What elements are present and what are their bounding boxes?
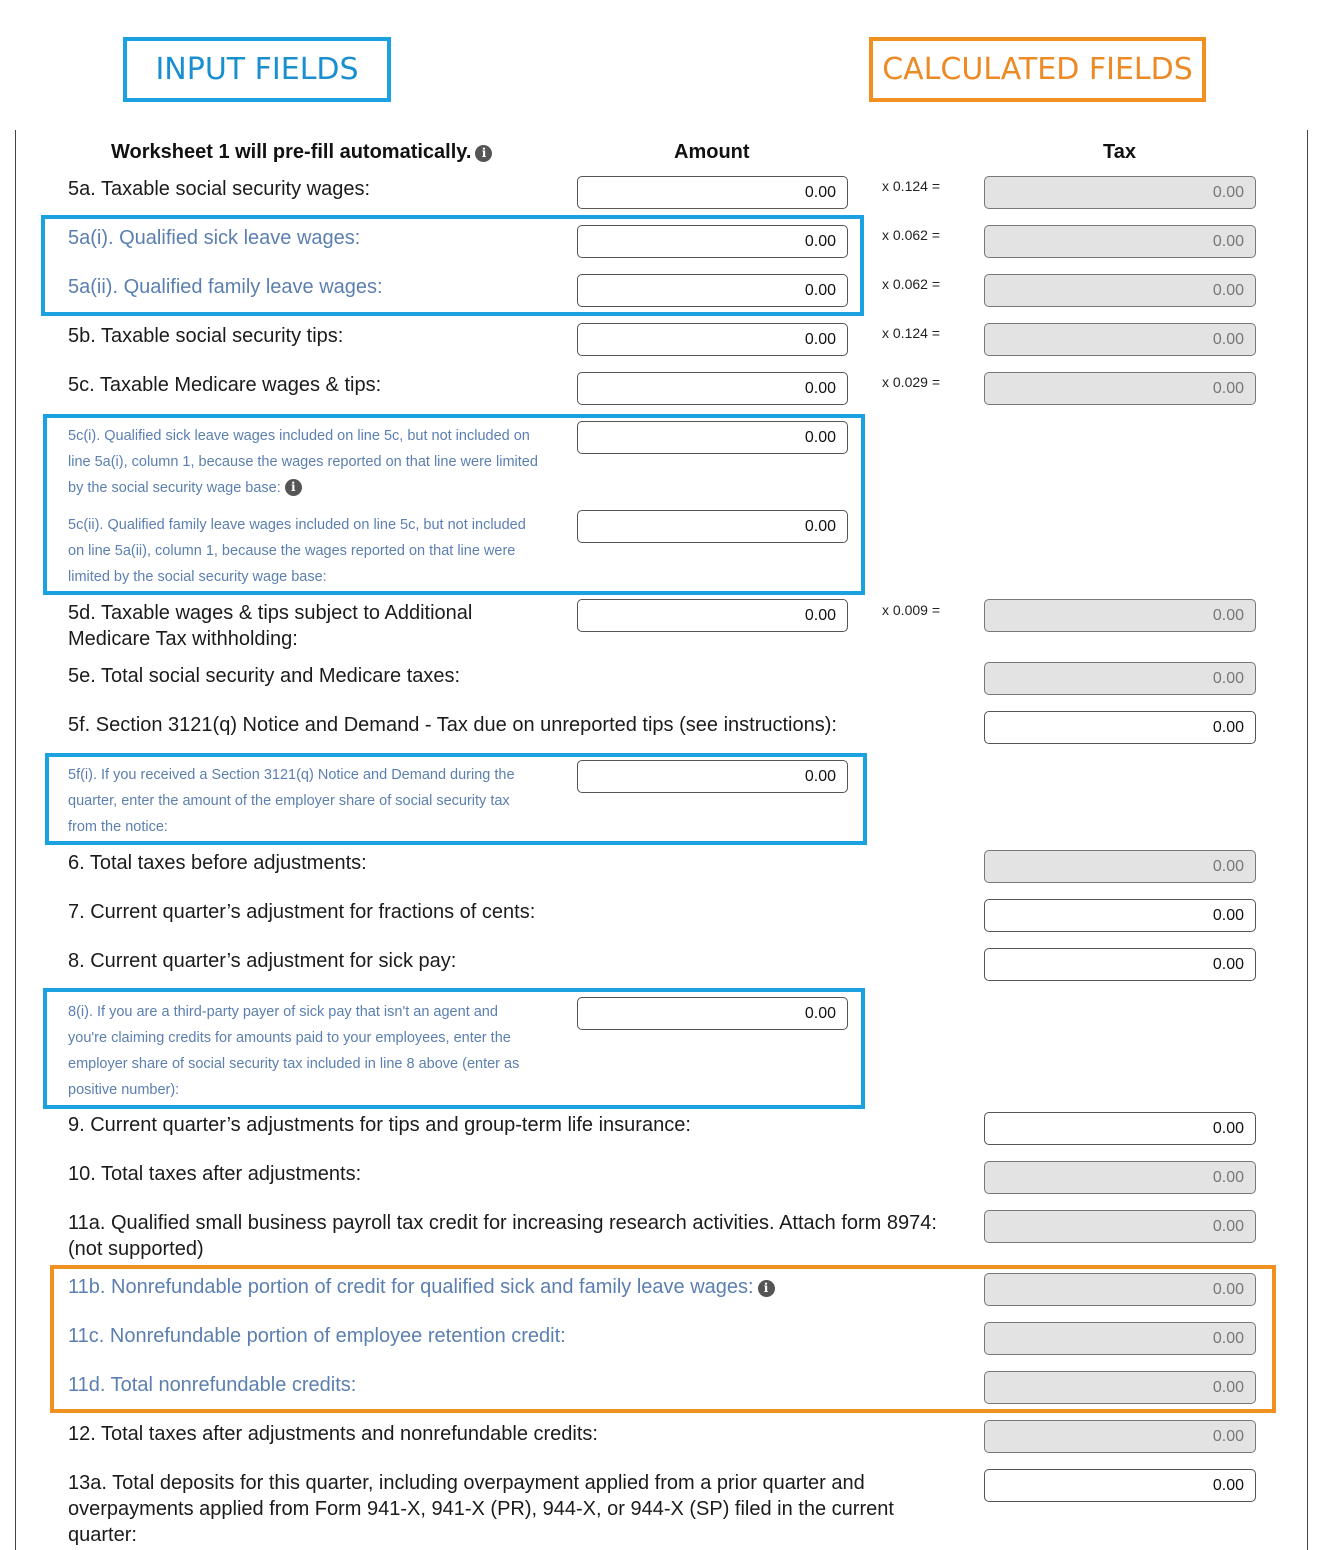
line-5aii-tax-field: 0.00 bbox=[984, 274, 1256, 307]
line-11b-tax-field: 0.00 bbox=[984, 1273, 1256, 1306]
line-5ai-tax-field: 0.00 bbox=[984, 225, 1256, 258]
line-5a-tax-field: 0.00 bbox=[984, 176, 1256, 209]
line-5d-label-line1: 5d. Taxable wages & tips subject to Additional bbox=[68, 602, 473, 624]
line-5cii-label-line1: 5c(ii). Qualified family leave wages included on line 5c, but not included bbox=[68, 517, 526, 533]
line-5d-label-line2: Medicare Tax withholding: bbox=[68, 628, 298, 650]
line-5f-tax-input[interactable]: 0.00 bbox=[984, 711, 1256, 744]
line-8i-label-line4: positive number): bbox=[68, 1082, 180, 1098]
input-fields-legend bbox=[123, 37, 391, 102]
line-6-tax-field: 0.00 bbox=[984, 850, 1256, 883]
line-5b-label: 5b. Taxable social security tips: bbox=[68, 325, 344, 347]
line-9-tax-input[interactable]: 0.00 bbox=[984, 1112, 1256, 1145]
line-5ai-label: 5a(i). Qualified sick leave wages: bbox=[68, 227, 361, 249]
line-5d-label bbox=[68, 600, 472, 652]
line-8-tax-input[interactable]: 0.00 bbox=[984, 948, 1256, 981]
line-8-label: 8. Current quarter’s adjustment for sick pay: bbox=[68, 950, 457, 972]
line-5ci-amount-input[interactable]: 0.00 bbox=[577, 421, 848, 454]
panel-right-border bbox=[1307, 130, 1308, 1550]
line-12-label: 12. Total taxes after adjustments and nonrefundable credits: bbox=[68, 1423, 598, 1445]
line-8i-label-line2: you're claiming credits for amounts paid to your employees, enter the bbox=[68, 1030, 511, 1046]
line-13a-label bbox=[68, 1470, 894, 1548]
worksheet-note-text: Worksheet 1 will pre-fill automatically. bbox=[111, 141, 472, 163]
line-11b-label bbox=[68, 1274, 775, 1300]
line-5fi-amount-input[interactable]: 0.00 bbox=[577, 760, 848, 793]
line-5fi-label bbox=[68, 762, 515, 840]
line-7-label: 7. Current quarter’s adjustment for fractions of cents: bbox=[68, 901, 536, 923]
line-5a-amount-input[interactable]: 0.00 bbox=[577, 176, 848, 209]
line-11a-label-line2: (not supported) bbox=[68, 1238, 204, 1260]
line-5cii-label-line3: limited by the social security wage base: bbox=[68, 569, 327, 585]
line-5cii-label-line2: on line 5a(ii), column 1, because the wages reported on that line were bbox=[68, 543, 516, 559]
calculated-fields-legend bbox=[869, 37, 1206, 102]
input-fields-legend-text: INPUT FIELDS bbox=[155, 52, 359, 87]
line-11c-tax-field: 0.00 bbox=[984, 1322, 1256, 1355]
line-5fi-label-line1: 5f(i). If you received a Section 3121(q) Notice and Demand during the bbox=[68, 767, 515, 783]
line-10-tax-field: 0.00 bbox=[984, 1161, 1256, 1194]
line-5d-multiplier: x 0.009 = bbox=[882, 602, 940, 618]
line-5cii-amount-input[interactable]: 0.00 bbox=[577, 510, 848, 543]
line-13a-label-line3: quarter: bbox=[68, 1524, 137, 1546]
line-8i-label bbox=[68, 999, 519, 1103]
line-10-label: 10. Total taxes after adjustments: bbox=[68, 1163, 362, 1185]
line-8i-amount-input[interactable]: 0.00 bbox=[577, 997, 848, 1030]
line-11c-label: 11c. Nonrefundable portion of employee retention credit: bbox=[68, 1325, 566, 1347]
line-5b-multiplier: x 0.124 = bbox=[882, 325, 940, 341]
line-5c-tax-field: 0.00 bbox=[984, 372, 1256, 405]
line-5d-amount-input[interactable]: 0.00 bbox=[577, 599, 848, 632]
line-11a-label bbox=[68, 1210, 937, 1262]
worksheet-note bbox=[111, 141, 492, 164]
line-5aii-amount-input[interactable]: 0.00 bbox=[577, 274, 848, 307]
line-13a-tax-input[interactable]: 0.00 bbox=[984, 1469, 1256, 1502]
amount-column-header: Amount bbox=[674, 141, 750, 163]
info-icon[interactable]: i bbox=[758, 1280, 775, 1297]
line-5fi-label-line2: quarter, enter the amount of the employer share of social security tax bbox=[68, 793, 510, 809]
line-12-tax-field: 0.00 bbox=[984, 1420, 1256, 1453]
line-9-label: 9. Current quarter’s adjustments for tips and group-term life insurance: bbox=[68, 1114, 691, 1136]
line-8i-label-line3: employer share of social security tax included in line 8 above (enter as bbox=[68, 1056, 520, 1072]
line-5aii-multiplier: x 0.062 = bbox=[882, 276, 940, 292]
line-11b-label-text: 11b. Nonrefundable portion of credit for qualified sick and family leave wages: bbox=[68, 1276, 754, 1298]
line-5e-tax-field: 0.00 bbox=[984, 662, 1256, 695]
line-5fi-label-line3: from the notice: bbox=[68, 819, 168, 835]
line-7-tax-input[interactable]: 0.00 bbox=[984, 899, 1256, 932]
line-5a-label: 5a. Taxable social security wages: bbox=[68, 178, 371, 200]
line-5b-tax-field: 0.00 bbox=[984, 323, 1256, 356]
line-13a-label-line2: overpayments applied from Form 941-X, 941-X (PR), 944-X, or 944-X (SP) filed in the current bbox=[68, 1498, 894, 1520]
line-5d-tax-field: 0.00 bbox=[984, 599, 1256, 632]
line-5ci-label-line1: 5c(i). Qualified sick leave wages included on line 5c, but not included on bbox=[68, 428, 530, 444]
line-5c-label: 5c. Taxable Medicare wages & tips: bbox=[68, 374, 382, 396]
info-icon[interactable]: i bbox=[285, 479, 302, 496]
line-5c-multiplier: x 0.029 = bbox=[882, 374, 940, 390]
line-5f-label: 5f. Section 3121(q) Notice and Demand - Tax due on unreported tips (see instructions): bbox=[68, 714, 837, 736]
line-13a-label-line1: 13a. Total deposits for this quarter, including overpayment applied from a prior quarter and bbox=[68, 1472, 865, 1494]
calculated-fields-legend-text: CALCULATED FIELDS bbox=[882, 52, 1193, 87]
line-11a-label-line1: 11a. Qualified small business payroll tax credit for increasing research activities. Attach form 8974: bbox=[68, 1212, 937, 1234]
line-11a-tax-field: 0.00 bbox=[984, 1210, 1256, 1243]
line-5c-amount-input[interactable]: 0.00 bbox=[577, 372, 848, 405]
line-8i-label-line1: 8(i). If you are a third-party payer of sick pay that isn't an agent and bbox=[68, 1004, 498, 1020]
line-5aii-label: 5a(ii). Qualified family leave wages: bbox=[68, 276, 383, 298]
line-6-label: 6. Total taxes before adjustments: bbox=[68, 852, 367, 874]
line-5ai-multiplier: x 0.062 = bbox=[882, 227, 940, 243]
line-5a-multiplier: x 0.124 = bbox=[882, 178, 940, 194]
line-5cii-label bbox=[68, 512, 526, 590]
line-5ai-amount-input[interactable]: 0.00 bbox=[577, 225, 848, 258]
line-5ci-label-line2: line 5a(i), column 1, because the wages reported on that line were limited bbox=[68, 454, 538, 470]
line-5ci-label bbox=[68, 423, 538, 501]
line-5ci-label-line3: by the social security wage base: bbox=[68, 480, 281, 496]
tax-column-header: Tax bbox=[1103, 141, 1136, 163]
panel-left-border bbox=[15, 130, 16, 1550]
line-11d-tax-field: 0.00 bbox=[984, 1371, 1256, 1404]
line-5b-amount-input[interactable]: 0.00 bbox=[577, 323, 848, 356]
info-icon[interactable]: i bbox=[475, 145, 492, 162]
line-11d-label: 11d. Total nonrefundable credits: bbox=[68, 1374, 357, 1396]
line-5e-label: 5e. Total social security and Medicare taxes: bbox=[68, 665, 461, 687]
